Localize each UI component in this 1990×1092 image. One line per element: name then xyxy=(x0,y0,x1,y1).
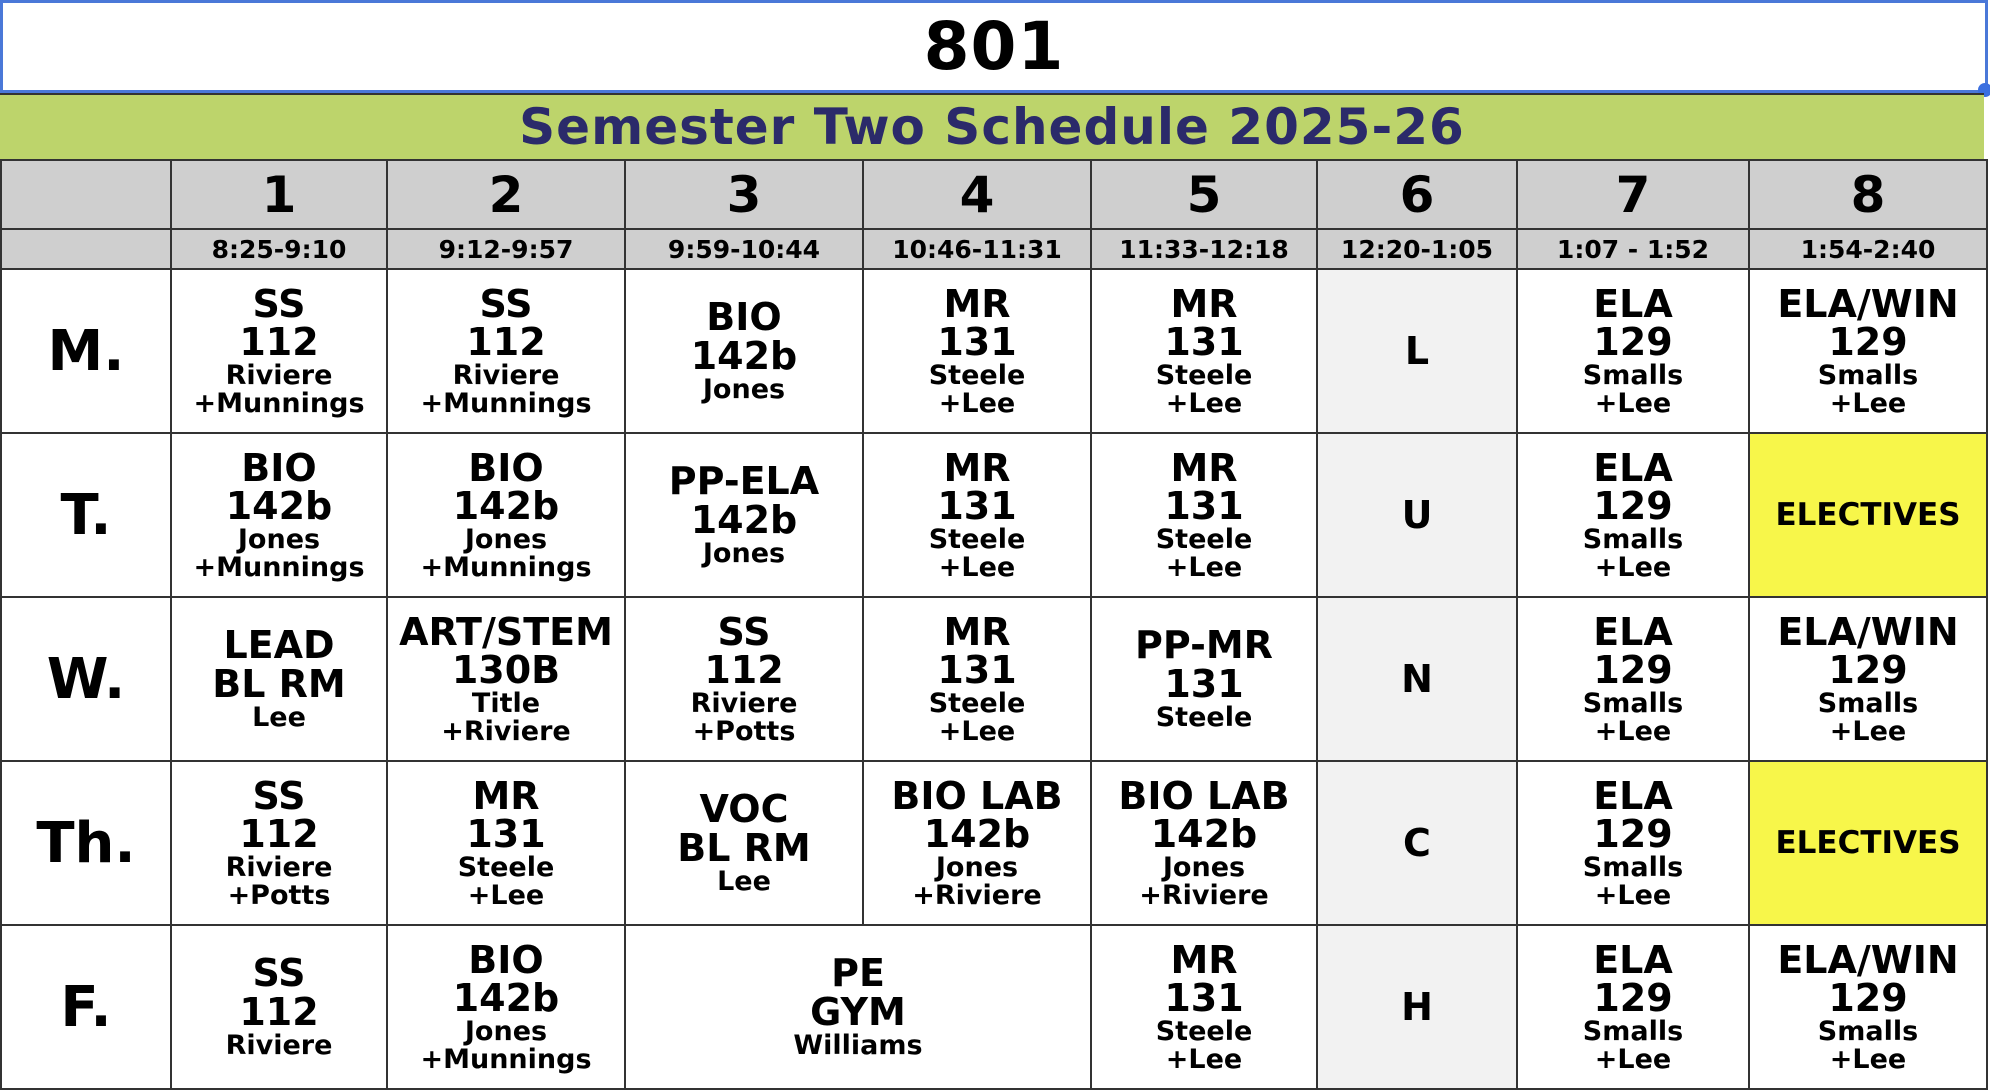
class-subject: PP-MR xyxy=(1135,623,1273,668)
electives-cell[interactable]: ELECTIVES xyxy=(1749,761,1987,925)
class-support: +Riviere xyxy=(441,715,571,747)
class-support: +Lee xyxy=(1594,551,1672,583)
class-subject: BIO LAB xyxy=(1118,773,1290,818)
lunch-cell[interactable]: C xyxy=(1317,761,1517,925)
class-room: 131 xyxy=(1164,484,1244,529)
corner-cell xyxy=(1,160,171,229)
class-room: BL RM xyxy=(677,826,811,871)
period-number: 3 xyxy=(625,160,863,229)
class-support: +Potts xyxy=(692,715,796,747)
class-subject: SS xyxy=(479,281,533,326)
class-room: 129 xyxy=(1593,976,1673,1021)
lunch-cell[interactable]: U xyxy=(1317,433,1517,597)
class-room: 112 xyxy=(466,320,546,365)
class-subject: ELA xyxy=(1593,609,1673,654)
class-cell[interactable] xyxy=(863,761,1091,925)
period-number: 5 xyxy=(1091,160,1317,229)
class-support: +Lee xyxy=(938,387,1016,419)
class-teacher: Smalls xyxy=(1817,360,1919,392)
class-support: +Lee xyxy=(1165,551,1243,583)
class-teacher: Jones xyxy=(702,373,786,405)
class-room: 129 xyxy=(1593,648,1673,693)
class-room: 142b xyxy=(1150,812,1258,857)
class-subject: BIO xyxy=(241,445,317,490)
period-number: 7 xyxy=(1517,160,1749,229)
class-teacher: Title xyxy=(471,688,541,720)
day-label: F. xyxy=(1,925,171,1089)
class-cell[interactable] xyxy=(1749,597,1987,761)
class-cell[interactable] xyxy=(1517,433,1749,597)
lunch-cell[interactable]: L xyxy=(1317,269,1517,433)
period-number: 4 xyxy=(863,160,1091,229)
electives-cell[interactable]: ELECTIVES xyxy=(1749,433,1987,597)
class-room: 131 xyxy=(1164,320,1244,365)
period-time: 12:20-1:05 xyxy=(1317,229,1517,269)
class-subject: PE xyxy=(831,951,885,996)
class-cell[interactable] xyxy=(387,433,625,597)
class-teacher: Steele xyxy=(1155,701,1253,733)
class-teacher: Jones xyxy=(935,852,1019,884)
class-cell[interactable] xyxy=(1091,925,1317,1089)
class-room: 112 xyxy=(239,990,319,1035)
class-subject: SS xyxy=(252,773,306,818)
class-support: +Munnings xyxy=(193,551,365,583)
class-cell[interactable] xyxy=(1517,269,1749,433)
class-cell[interactable] xyxy=(625,761,863,925)
class-teacher: Jones xyxy=(702,537,786,569)
class-room: 142b xyxy=(225,484,333,529)
period-number: 1 xyxy=(171,160,387,229)
class-cell[interactable] xyxy=(1091,433,1317,597)
class-teacher: Smalls xyxy=(1582,360,1684,392)
day-label: W. xyxy=(1,597,171,761)
class-room: 142b xyxy=(452,976,560,1021)
class-subject: SS xyxy=(252,281,306,326)
period-number-row xyxy=(1,160,1987,229)
class-support: +Lee xyxy=(1594,715,1672,747)
class-room: 142b xyxy=(923,812,1031,857)
class-teacher: Steele xyxy=(1155,524,1253,556)
class-support: +Lee xyxy=(1165,1043,1243,1075)
class-subject: ELA xyxy=(1593,937,1673,982)
class-subject: ELA/WIN xyxy=(1777,609,1959,654)
class-cell[interactable] xyxy=(1091,269,1317,433)
class-teacher: Jones xyxy=(464,524,548,556)
class-room: 142b xyxy=(690,334,798,379)
class-subject: BIO xyxy=(706,295,782,340)
class-subject: ELA xyxy=(1593,445,1673,490)
class-teacher: Smalls xyxy=(1582,1016,1684,1048)
class-cell[interactable] xyxy=(1517,597,1749,761)
class-subject: MR xyxy=(1170,445,1238,490)
class-support: +Lee xyxy=(938,551,1016,583)
period-time: 11:33-12:18 xyxy=(1091,229,1317,269)
class-cell[interactable] xyxy=(387,597,625,761)
class-room: BL RM xyxy=(212,662,346,707)
class-room: 129 xyxy=(1828,648,1908,693)
class-support: +Munnings xyxy=(420,387,592,419)
day-row-monday xyxy=(1,269,1987,433)
schedule-subtitle: Semester Two Schedule 2025-26 xyxy=(519,98,1465,156)
period-time: 10:46-11:31 xyxy=(863,229,1091,269)
class-support: +Potts xyxy=(227,879,331,911)
class-room: GYM xyxy=(810,990,906,1035)
class-subject: BIO LAB xyxy=(891,773,1063,818)
page-title: 801 xyxy=(923,8,1065,85)
class-cell[interactable] xyxy=(1091,597,1317,761)
subtitle-banner xyxy=(0,93,1984,161)
period-number: 2 xyxy=(387,160,625,229)
class-room: 129 xyxy=(1593,484,1673,529)
class-subject: ELA xyxy=(1593,281,1673,326)
class-cell[interactable] xyxy=(863,597,1091,761)
lunch-cell[interactable]: H xyxy=(1317,925,1517,1089)
class-teacher: Jones xyxy=(1162,852,1246,884)
class-teacher: Jones xyxy=(464,1016,548,1048)
class-cell[interactable] xyxy=(625,269,863,433)
class-support: +Munnings xyxy=(420,1043,592,1075)
class-teacher: Lee xyxy=(252,701,306,733)
period-time: 9:12-9:57 xyxy=(387,229,625,269)
period-number: 6 xyxy=(1317,160,1517,229)
class-room: 142b xyxy=(690,498,798,543)
class-support: +Munnings xyxy=(193,387,365,419)
class-support: +Lee xyxy=(1165,387,1243,419)
class-teacher: Riviere xyxy=(690,688,798,720)
period-number: 8 xyxy=(1749,160,1987,229)
class-cell[interactable] xyxy=(863,269,1091,433)
day-label: Th. xyxy=(1,761,171,925)
class-support: +Lee xyxy=(1594,387,1672,419)
class-cell[interactable] xyxy=(625,597,863,761)
class-cell[interactable] xyxy=(863,433,1091,597)
class-cell[interactable] xyxy=(171,925,387,1089)
class-teacher: Jones xyxy=(237,524,321,556)
class-cell[interactable] xyxy=(171,761,387,925)
period-time: 9:59-10:44 xyxy=(625,229,863,269)
class-teacher: Smalls xyxy=(1582,688,1684,720)
class-teacher: Steele xyxy=(457,852,555,884)
class-teacher: Steele xyxy=(928,360,1026,392)
class-support: +Lee xyxy=(1829,387,1907,419)
class-support: +Riviere xyxy=(1139,879,1269,911)
period-time-row xyxy=(1,229,1987,269)
class-room: 131 xyxy=(1164,662,1244,707)
class-teacher: Riviere xyxy=(225,1029,333,1061)
class-cell[interactable] xyxy=(625,433,863,597)
class-cell[interactable] xyxy=(387,269,625,433)
class-cell[interactable] xyxy=(387,925,625,1089)
schedule-table xyxy=(0,159,1988,1090)
day-row-thursday xyxy=(1,761,1987,925)
class-teacher: Smalls xyxy=(1817,1016,1919,1048)
class-subject: VOC xyxy=(699,787,789,832)
class-teacher: Steele xyxy=(1155,1016,1253,1048)
class-subject: ELA/WIN xyxy=(1777,281,1959,326)
day-label: M. xyxy=(1,269,171,433)
class-teacher: Smalls xyxy=(1817,688,1919,720)
class-support: +Lee xyxy=(1829,715,1907,747)
class-teacher: Williams xyxy=(793,1029,923,1061)
class-subject: MR xyxy=(1170,937,1238,982)
class-cell[interactable] xyxy=(1749,269,1987,433)
class-subject: ELA xyxy=(1593,773,1673,818)
class-room: 130B xyxy=(451,648,561,693)
class-support: +Riviere xyxy=(912,879,1042,911)
class-cell[interactable] xyxy=(1749,925,1987,1089)
class-subject: SS xyxy=(252,951,306,996)
class-support: +Lee xyxy=(1829,1043,1907,1075)
class-cell[interactable] xyxy=(171,269,387,433)
class-room: 129 xyxy=(1593,812,1673,857)
class-room: 131 xyxy=(1164,976,1244,1021)
class-teacher: Smalls xyxy=(1582,524,1684,556)
class-subject: PP-ELA xyxy=(668,459,820,504)
period-time: 1:07 - 1:52 xyxy=(1517,229,1749,269)
period-time: 8:25-9:10 xyxy=(171,229,387,269)
class-cell[interactable] xyxy=(1091,761,1317,925)
class-room: 131 xyxy=(466,812,546,857)
class-room: 112 xyxy=(239,812,319,857)
class-subject: LEAD xyxy=(223,623,335,668)
corner-cell xyxy=(1,229,171,269)
day-row-tuesday xyxy=(1,433,1987,597)
day-label: T. xyxy=(1,433,171,597)
class-room: 142b xyxy=(452,484,560,529)
class-teacher: Steele xyxy=(1155,360,1253,392)
class-subject: BIO xyxy=(468,937,544,982)
class-subject: ART/STEM xyxy=(399,609,613,654)
class-teacher: Lee xyxy=(717,865,771,897)
class-support: +Lee xyxy=(1594,1043,1672,1075)
day-row-friday xyxy=(1,925,1987,1089)
class-cell[interactable] xyxy=(1517,925,1749,1089)
class-teacher: Riviere xyxy=(225,360,333,392)
class-teacher: Steele xyxy=(928,524,1026,556)
class-room: 131 xyxy=(937,484,1017,529)
class-teacher: Smalls xyxy=(1582,852,1684,884)
class-teacher: Steele xyxy=(928,688,1026,720)
class-subject: BIO xyxy=(468,445,544,490)
class-subject: ELA/WIN xyxy=(1777,937,1959,982)
class-support: +Lee xyxy=(938,715,1016,747)
class-cell-merged[interactable] xyxy=(625,925,1091,1089)
title-cell[interactable] xyxy=(0,0,1988,93)
class-room: 112 xyxy=(704,648,784,693)
class-support: +Munnings xyxy=(420,551,592,583)
period-time: 1:54-2:40 xyxy=(1749,229,1987,269)
class-room: 129 xyxy=(1593,320,1673,365)
class-cell[interactable] xyxy=(1517,761,1749,925)
lunch-cell[interactable]: N xyxy=(1317,597,1517,761)
class-support: +Lee xyxy=(467,879,545,911)
class-subject: MR xyxy=(1170,281,1238,326)
class-subject: MR xyxy=(472,773,540,818)
class-teacher: Riviere xyxy=(452,360,560,392)
class-support: +Lee xyxy=(1594,879,1672,911)
class-subject: SS xyxy=(717,609,771,654)
class-room: 129 xyxy=(1828,320,1908,365)
class-cell[interactable] xyxy=(171,597,387,761)
class-cell[interactable] xyxy=(387,761,625,925)
class-subject: MR xyxy=(943,609,1011,654)
class-subject: MR xyxy=(943,445,1011,490)
class-cell[interactable] xyxy=(171,433,387,597)
class-teacher: Riviere xyxy=(225,852,333,884)
class-room: 112 xyxy=(239,320,319,365)
class-room: 129 xyxy=(1828,976,1908,1021)
class-subject: MR xyxy=(943,281,1011,326)
day-row-wednesday xyxy=(1,597,1987,761)
class-room: 131 xyxy=(937,320,1017,365)
class-room: 131 xyxy=(937,648,1017,693)
